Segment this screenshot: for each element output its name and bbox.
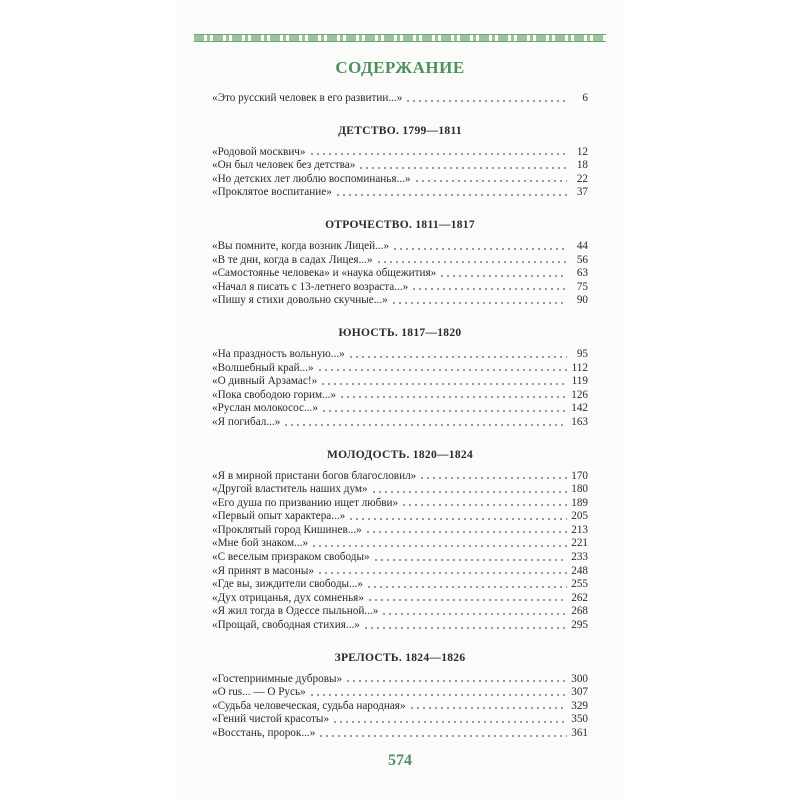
toc-entry-page: 255 — [571, 578, 588, 591]
toc-entry — [212, 592, 588, 606]
toc-entry — [212, 565, 588, 579]
toc-entry-text: «O rus... — О Русь» — [212, 686, 306, 699]
toc-entry-page: 180 — [571, 483, 588, 496]
toc-entry — [212, 186, 588, 200]
toc-entry-page: 268 — [571, 605, 588, 618]
dot-leader — [309, 693, 567, 697]
toc-entry — [212, 470, 588, 484]
toc-entry — [212, 240, 588, 254]
toc-entry-text: «Вы помните, когда возник Лицей...» — [212, 239, 390, 252]
toc-entry — [212, 416, 588, 430]
toc-entry — [212, 146, 588, 160]
dot-leader — [363, 626, 567, 630]
toc-entry-page: 12 — [576, 145, 588, 158]
toc-entry-page: 112 — [571, 361, 588, 374]
section-heading: ДЕТСТВО. 1799—1811 — [338, 124, 462, 137]
toc-entry-page: 233 — [571, 551, 588, 564]
dot-leader — [309, 152, 567, 156]
toc-entry-text: «С веселым призраком свободы» — [212, 551, 370, 564]
toc-entry — [212, 713, 588, 727]
dot-leader — [348, 517, 567, 521]
toc-entry-text: «Проклятое воспитание» — [212, 186, 332, 199]
header-ornament — [194, 34, 606, 42]
toc-entry-page: 170 — [571, 469, 588, 482]
toc-entry — [212, 673, 588, 687]
dot-leader — [367, 598, 567, 602]
toc-entry-text: «Дух отрицанья, дух сомненья» — [212, 591, 364, 604]
toc-entry — [212, 294, 588, 308]
toc-entry-page: 18 — [576, 159, 588, 172]
toc-entry-text: «Прощай, свободная стихия...» — [212, 619, 360, 632]
dot-leader — [376, 260, 567, 264]
page-title: СОДЕРЖАНИЕ — [335, 58, 465, 77]
dot-leader — [335, 193, 567, 197]
toc-entry — [212, 267, 588, 281]
toc-entry — [212, 375, 588, 389]
toc-entry — [212, 173, 588, 187]
toc-entry-text: «Родовой москвич» — [212, 145, 306, 158]
toc-entry-page: 163 — [571, 415, 588, 428]
toc-entry — [212, 402, 588, 416]
toc-entry-page: 22 — [576, 172, 588, 185]
toc-entry-text: «Но детских лет люблю воспоминанья...» — [212, 172, 411, 185]
dot-leader — [339, 395, 567, 399]
toc-entry — [212, 510, 588, 524]
section-heading: МОЛОДОСТЬ. 1820—1824 — [327, 448, 473, 461]
dot-leader — [391, 301, 567, 305]
toc-entry-page: 95 — [576, 347, 588, 360]
dot-leader — [318, 734, 567, 738]
toc-entry-page: 300 — [571, 672, 588, 685]
toc-entry-text: «О дивный Арзамас!» — [212, 375, 318, 388]
toc-entry-text: «Гений чистой красоты» — [212, 713, 330, 726]
section-heading: ОТРОЧЕСТВО. 1811—1817 — [325, 218, 475, 231]
dot-leader — [317, 571, 567, 575]
toc-entry-text: «Судьба человеческая, судьба народная» — [212, 699, 406, 712]
dot-leader — [405, 99, 567, 103]
dot-leader — [401, 503, 567, 507]
dot-leader — [345, 679, 567, 683]
dot-leader — [419, 476, 567, 480]
toc-entry-page: 205 — [571, 510, 588, 523]
dot-leader — [439, 274, 567, 278]
toc-entry-text: «Самостоянье человека» и «наука общежития» — [212, 267, 437, 280]
toc-entry — [212, 619, 588, 633]
table-of-contents — [212, 92, 588, 741]
dot-leader — [392, 247, 567, 251]
dot-leader — [320, 382, 567, 386]
dot-leader — [348, 355, 567, 359]
toc-entry-text: «Это русский человек в его развитии...» — [212, 92, 403, 104]
page-number: 574 — [388, 752, 412, 769]
dot-leader — [414, 179, 567, 183]
toc-entry-text: «Руслан молокосос...» — [212, 402, 318, 415]
toc-entry-intro — [212, 92, 588, 106]
toc-entry-page: 248 — [571, 564, 588, 577]
toc-entry-text: «Другой властитель наших дум» — [212, 483, 368, 496]
toc-entry-page: 329 — [571, 699, 588, 712]
toc-entry-text: «Мне бой знаком...» — [212, 537, 309, 550]
toc-entry — [212, 254, 588, 268]
toc-entry-text: «Гостеприимные дубровы» — [212, 672, 343, 685]
toc-entry-text: «Восстань, пророк...» — [212, 727, 316, 739]
toc-entry-text: «Где вы, зиждители свободы...» — [212, 578, 364, 591]
toc-entry-page: 37 — [576, 186, 588, 199]
toc-entry — [212, 537, 588, 551]
toc-entry-text: «Первый опыт характера...» — [212, 510, 346, 523]
toc-entry-text: «На праздность вольную...» — [212, 347, 345, 360]
toc-entry-page: 90 — [576, 294, 588, 307]
toc-entry-text: «Я принят в масоны» — [212, 564, 314, 577]
section-heading: ЮНОСТЬ. 1817—1820 — [338, 326, 462, 339]
toc-entry-text: «Волшебный край...» — [212, 361, 314, 374]
toc-entry-text: «Его душа по призванию ищет любви» — [212, 496, 399, 509]
toc-entry-page: 307 — [571, 686, 588, 699]
dot-leader — [409, 706, 567, 710]
toc-entry-page: 44 — [576, 239, 588, 252]
toc-entry-text: «В те дни, когда в садах Лицея...» — [212, 253, 373, 266]
dot-leader — [317, 368, 567, 372]
toc-entry-page: 213 — [571, 523, 588, 536]
toc-entry-text: «Пока свободою горим...» — [212, 388, 337, 401]
toc-entry-text: «Он был человек без детства» — [212, 159, 356, 172]
toc-entry — [212, 524, 588, 538]
toc-entry — [212, 281, 588, 295]
toc-entry — [212, 483, 588, 497]
toc-entry — [212, 700, 588, 714]
toc-entry-page: 350 — [571, 713, 588, 726]
toc-entry — [212, 497, 588, 511]
toc-entry — [212, 727, 588, 741]
dot-leader — [365, 530, 567, 534]
section-heading: ЗРЕЛОСТЬ. 1824—1826 — [334, 651, 466, 664]
toc-entry-page: 142 — [571, 402, 588, 415]
toc-entry-page: 56 — [576, 253, 588, 266]
toc-entry-page: 119 — [571, 375, 588, 388]
dot-leader — [411, 287, 567, 291]
toc-entry-page: 262 — [571, 591, 588, 604]
dot-leader — [366, 585, 567, 589]
dot-leader — [332, 720, 567, 724]
toc-entry-page: 361 — [571, 727, 588, 739]
toc-entry — [212, 362, 588, 376]
toc-entry-page: 189 — [571, 496, 588, 509]
toc-entry — [212, 389, 588, 403]
toc-entry-page: 295 — [571, 619, 588, 632]
dot-leader — [358, 166, 567, 170]
toc-entry — [212, 551, 588, 565]
toc-entry — [212, 159, 588, 173]
toc-entry — [212, 605, 588, 619]
toc-entry-page: 6 — [582, 92, 588, 104]
dot-leader — [381, 612, 567, 616]
toc-sections — [212, 125, 588, 741]
toc-entry-page: 126 — [571, 388, 588, 401]
dot-leader — [371, 490, 567, 494]
toc-entry-page: 75 — [576, 280, 588, 293]
toc-entry — [212, 348, 588, 362]
toc-entry — [212, 578, 588, 592]
toc-entry-text: «Начал я писать с 13-летнего возраста...» — [212, 280, 409, 293]
toc-entry — [212, 686, 588, 700]
toc-entry-page: 221 — [571, 537, 588, 550]
toc-entry-text: «Я жил тогда в Одессе пыльной...» — [212, 605, 379, 618]
toc-entry-page: 63 — [576, 267, 588, 280]
toc-entry-text: «Я в мирной пристани богов благословил» — [212, 469, 417, 482]
dot-leader — [311, 544, 567, 548]
dot-leader — [283, 423, 567, 427]
toc-entry-text: «Проклятый город Кишинев...» — [212, 523, 362, 536]
dot-leader — [321, 409, 567, 413]
dot-leader — [373, 558, 567, 562]
toc-entry-text: «Я погибал...» — [212, 415, 281, 428]
toc-entry-text: «Пишу я стихи довольно скучные...» — [212, 294, 388, 307]
book-page — [178, 0, 622, 800]
